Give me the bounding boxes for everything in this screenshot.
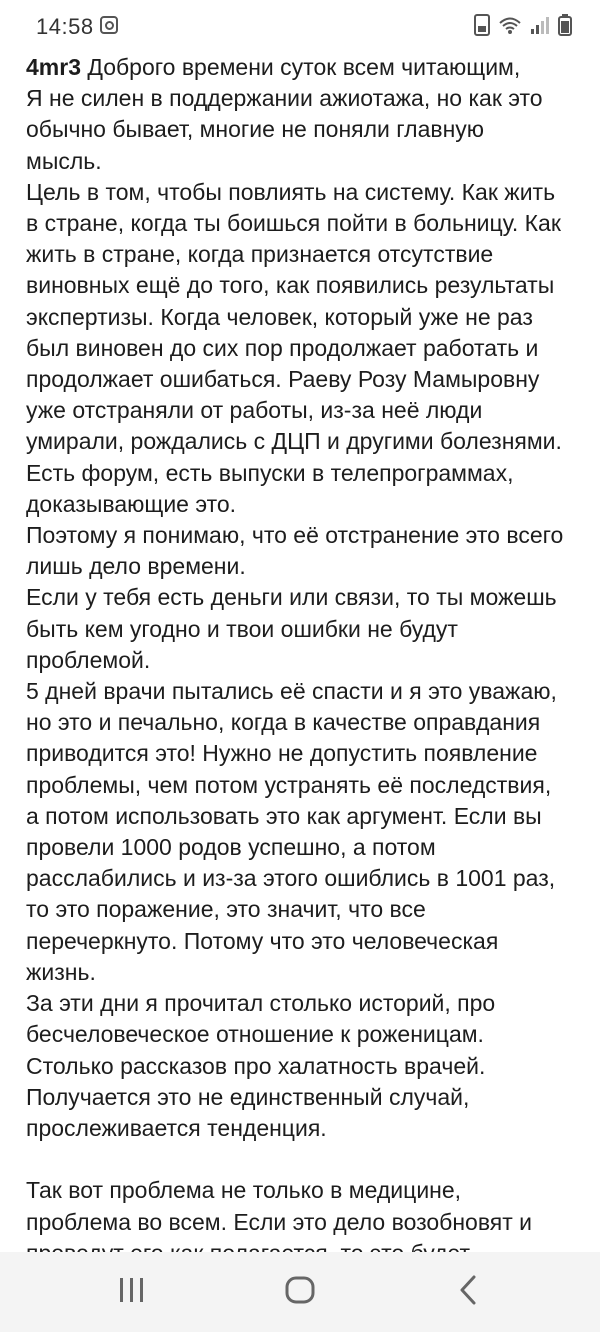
post-line: был виновен до сих пор продолжает работать и bbox=[26, 334, 539, 361]
post-line: провели 1000 родов успешно, а потом bbox=[26, 834, 436, 861]
post-line: умирали, рождались с ДЦП и другими болезнями. bbox=[26, 428, 562, 455]
post-line: в стране, когда ты боишься пойти в больницу. Как bbox=[26, 210, 561, 237]
back-button[interactable] bbox=[436, 1268, 500, 1316]
battery-icon bbox=[558, 14, 572, 36]
signal-icon bbox=[530, 15, 550, 35]
post-line: уже отстраняли от работы, из-за неё люди bbox=[26, 397, 483, 424]
post-line: обычно бывает, многие не поняли главную bbox=[26, 116, 485, 143]
recent-apps-icon bbox=[118, 1277, 146, 1308]
post-line: жить в стране, когда признается отсутствие bbox=[26, 241, 494, 268]
post-line: Есть форум, есть выпуски в телепрограммах, bbox=[26, 459, 514, 486]
post-line: проблемой. bbox=[26, 646, 151, 673]
post-line: Я не силен в поддержании ажиотажа, но как это bbox=[26, 85, 543, 112]
post-line: Доброго времени суток всем читающим, bbox=[80, 54, 521, 80]
status-time: 14:58 bbox=[36, 14, 94, 39]
post-paragraph-gap bbox=[26, 1144, 586, 1175]
post-line: быть кем угодно и твои ошибки не будут bbox=[26, 615, 458, 642]
post-first-line bbox=[26, 52, 586, 83]
post-line: расслабились и из-за этого ошиблись в 1001 раз, bbox=[26, 865, 556, 892]
post-line: Так вот проблема не только в медицине, bbox=[26, 1177, 462, 1204]
post-line: 5 дней врачи пытались её спасти и я это уважаю, bbox=[26, 678, 557, 705]
post-line: а потом использовать это как аргумент. Если вы bbox=[26, 802, 542, 829]
post-line: проблемы, чем потом устранять её последствия, bbox=[26, 771, 552, 798]
post-line: то это поражение, это значит, что все bbox=[26, 896, 426, 923]
post-line: перечеркнуто. Потому что это человеческая bbox=[26, 927, 499, 954]
wifi-icon bbox=[498, 15, 522, 35]
post-line: экспертизы. Когда человек, который уже не раз bbox=[26, 303, 533, 330]
status-bar bbox=[0, 0, 600, 52]
post-line: Получается это не единственный случай, bbox=[26, 1083, 470, 1110]
post-line: мысль. bbox=[26, 147, 102, 174]
post-line: проблема во всем. Если это дело возобновят и bbox=[26, 1208, 533, 1235]
back-icon bbox=[458, 1275, 478, 1310]
post-line: За эти дни я прочитал столько историй, про bbox=[26, 990, 496, 1017]
home-button[interactable] bbox=[268, 1268, 332, 1316]
battery-saver-icon bbox=[474, 14, 490, 36]
post-line: жизнь. bbox=[26, 958, 96, 985]
navigation-bar bbox=[0, 1252, 600, 1332]
post-line: приводится это! Нужно не допустить появление bbox=[26, 740, 538, 767]
post-line: прослеживается тенденция. bbox=[26, 1114, 327, 1141]
comment-post bbox=[26, 52, 586, 1252]
post-line: доказывающие это. bbox=[26, 490, 237, 517]
post-line: виновных ещё до того, как появились результаты bbox=[26, 272, 555, 299]
post-line: Столько рассказов про халатность врачей. bbox=[26, 1052, 486, 1079]
post-line: бесчеловеческое отношение к роженицам. bbox=[26, 1021, 484, 1048]
home-icon bbox=[284, 1275, 316, 1310]
recent-apps-button[interactable] bbox=[100, 1268, 164, 1316]
post-line: Поэтому я понимаю, что её отстранение это всего bbox=[26, 522, 564, 549]
instagram-icon bbox=[100, 16, 118, 34]
post-username[interactable]: 4mr3 bbox=[26, 54, 81, 80]
post-line: но это и печально, когда в качестве оправдания bbox=[26, 709, 541, 736]
post-line: лишь дело времени. bbox=[26, 553, 246, 580]
post-line: Цель в том, чтобы повлиять на систему. Как жить bbox=[26, 178, 556, 205]
status-icons bbox=[474, 14, 572, 36]
post-line: продолжает ошибаться. Раеву Розу Мамыровну bbox=[26, 366, 540, 393]
post-line: Если у тебя есть деньги или связи, то ты можешь bbox=[26, 584, 557, 611]
